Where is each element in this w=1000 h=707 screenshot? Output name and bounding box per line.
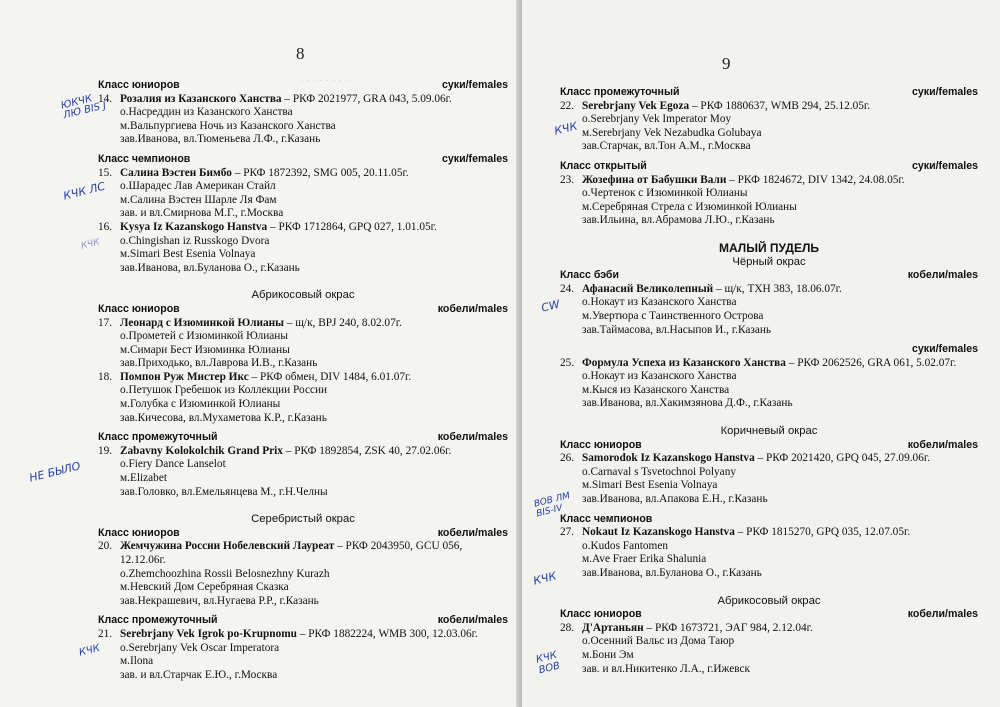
entry-number: 22. — [560, 99, 575, 112]
color-heading: Коричневый окрас — [720, 425, 818, 438]
breeder-owner: зав.Кичесова, вл.Мухаметова К.Р., г.Казань — [120, 411, 327, 424]
dam: м.Голубка с Изюминкой Юлианы — [120, 398, 281, 411]
dam: м.Кыся из Казанского Ханства — [582, 383, 730, 396]
catalog-content — [98, 73, 508, 682]
class-header-row — [560, 269, 978, 283]
breeder-owner: зав.Иванова, вл.Буланова О., г.Казань — [582, 567, 762, 579]
dog-name: Nokaut Iz Kazanskogo Hanstva — [582, 526, 735, 539]
breeder-owner: зав.Ильина, вл.Абрамова Л.Ю., г.Казань — [582, 214, 775, 227]
dog-name: Леонард с Изюминкой Юлианы — [120, 316, 284, 329]
class-header-row — [560, 343, 978, 357]
dam: м.Ilona — [120, 655, 154, 668]
dog-name: Формула Успеха из Казанского Ханства — [582, 356, 786, 369]
color-heading: Абрикосовый окрас — [717, 594, 821, 607]
entry-title-line — [98, 540, 508, 567]
catalog-entry — [560, 357, 978, 411]
catalog-entry — [98, 628, 508, 682]
dam: м.Увертюра с Таинственного Острова — [582, 309, 764, 322]
dog-name: Розалия из Казанского Ханства — [120, 92, 282, 105]
entry-title-line — [560, 357, 978, 371]
handwritten-note: КЧК ЛС — [62, 179, 107, 203]
spacer — [98, 499, 508, 513]
entry-title-line — [98, 371, 508, 385]
sire: о.Chingishan iz Russkogo Dvora — [120, 234, 270, 247]
dog-name: Serebrjany Vek Igrok po-Krupnomu — [120, 627, 297, 640]
breeder-owner: зав. и вл.Смирнова М.Г., г.Москва — [120, 207, 284, 220]
page-number: 9 — [722, 54, 731, 73]
registration-info: – РКФ 1815270, GPQ 035, 12.07.05г. — [734, 526, 911, 539]
catalog-entry — [560, 622, 978, 676]
class-label: Класс чемпионов — [98, 152, 191, 165]
spacer — [560, 411, 978, 425]
entry-title-line — [560, 174, 978, 188]
dog-name: Жемчужина России Нобелевский Лауреат — [120, 540, 335, 553]
sex-label: кобели/males — [437, 526, 508, 539]
handwritten-note: КЧК — [553, 119, 579, 138]
entry-number: 27. — [560, 526, 575, 539]
class-label: Класс чемпионов — [560, 512, 653, 525]
entry-title-line — [560, 526, 978, 540]
sex-label: кобели/males — [437, 431, 508, 444]
dam: м.Serebrjany Vek Nezabudka Golubaya — [582, 126, 762, 139]
dog-name: Салина Вэстен Бимбо — [120, 166, 232, 179]
entry-number: 20. — [98, 540, 113, 553]
entry-number: 17. — [98, 316, 113, 329]
sex-label: кобели/males — [437, 614, 508, 627]
class-header-row — [560, 513, 978, 527]
sire: о.Fiery Dance Lanselot — [120, 458, 226, 471]
breeder-owner: зав.Иванова, вл.Апакова Е.Н., г.Казань — [582, 493, 768, 506]
entry-title-line — [98, 93, 508, 107]
registration-info: – щ/к, BPJ 240, 8.02.07г. — [283, 316, 402, 329]
page-number: 8 — [296, 44, 305, 63]
entry-title-line — [98, 317, 508, 331]
sire: о.Carnaval s Tsvetochnoi Polyany — [582, 465, 736, 478]
class-header-row — [98, 431, 508, 445]
registration-info: – РКФ 2062526, GRA 061, 5.02.07г. — [785, 356, 957, 369]
sire: о.Чертенок с Изюминкой Юлианы — [582, 187, 748, 200]
dam: м.Серебряная Стрела с Изюминкой Юлианы — [582, 200, 797, 213]
breeder-owner: зав.Иванова, вл.Тюменьева Л.Ф., г.Казань — [120, 133, 321, 146]
entry-number: 23. — [560, 173, 575, 186]
sex-label: кобели/males — [907, 608, 978, 621]
sex-label: суки/females — [442, 152, 508, 165]
catalog-entry — [98, 445, 508, 499]
class-label: Класс юниоров — [98, 302, 180, 315]
breeder-owner: зав. и вл.Старчак Е.Ю., г.Москва — [120, 668, 278, 681]
sire: о.Петушок Гребешок из Коллекции России — [120, 384, 328, 397]
catalog-entry — [560, 100, 978, 154]
dam: м.Simari Best Esenia Volnaya — [582, 479, 718, 492]
sire: о.Kudos Fantomen — [582, 539, 668, 552]
handwritten-note: КЧК — [78, 642, 102, 659]
class-header-row — [98, 153, 508, 167]
catalog-entry — [560, 283, 978, 337]
sire: о.Нокаут из Казанского Ханства — [582, 296, 737, 309]
catalog-entry — [98, 371, 508, 425]
sex-label: суки/females — [442, 79, 508, 91]
class-label: Класс юниоров — [98, 79, 180, 91]
breeder-owner: зав.Головко, вл.Емельянцева М., г.Н.Челны — [120, 485, 328, 498]
class-header-row — [98, 527, 508, 541]
entry-number: 15. — [98, 166, 113, 179]
sire: о.Нокаут из Казанского Ханства — [582, 370, 737, 383]
dam: м.Невский Дом Серебряная Сказка — [120, 581, 289, 594]
breeder-owner: зав. и вл.Никитенко Л.А., г.Ижевск — [582, 662, 750, 675]
class-label: Класс открытый — [560, 159, 647, 172]
class-label: Класс юниоров — [560, 438, 642, 451]
sex-label: суки/females — [912, 343, 978, 356]
entry-number: 24. — [560, 282, 575, 295]
breeder-owner: зав.Таймасова, вл.Насыпов И., г.Казань — [582, 323, 772, 336]
right-page — [522, 0, 1000, 707]
registration-info: – РКФ 2021420, GPQ 045, 27.09.06г. — [754, 452, 931, 465]
catalog-entry — [560, 452, 978, 506]
dam: м.Симари Бест Изюминка Юлианы — [120, 343, 290, 356]
entry-title-line — [560, 452, 978, 466]
entry-number: 25. — [560, 356, 575, 369]
class-label: Класс бэби — [560, 269, 619, 282]
sire: о.Шарадес Лав Американ Стайл — [120, 180, 276, 193]
class-label: Класс промежуточный — [560, 86, 680, 98]
catalog-entry — [98, 540, 508, 608]
handwritten-note: КЧК — [532, 569, 558, 588]
handwritten-note: ЮКЧК ЛЮ BIS J — [59, 93, 108, 122]
sex-label: кобели/males — [907, 269, 978, 282]
color-heading: Серебристый окрас — [251, 513, 355, 526]
handwritten-note: КЧК ВОВ — [535, 649, 562, 677]
class-label: Класс юниоров — [98, 526, 180, 539]
entry-number: 14. — [98, 92, 113, 105]
catalog-entry — [98, 93, 508, 147]
dog-name: Kysya Iz Kazanskogo Hanstva — [120, 220, 268, 233]
spacer — [98, 275, 508, 289]
entry-number: 28. — [560, 621, 575, 634]
catalog-entry — [98, 221, 508, 275]
catalog-entry — [560, 174, 978, 228]
entry-title-line — [560, 283, 978, 297]
sex-label: суки/females — [912, 86, 978, 98]
breeder-owner: зав.Некрашевич, вл.Нугаева Р.Р., г.Казань — [120, 594, 319, 607]
spacer — [560, 581, 978, 595]
dam: м.Вальпургиева Ночь из Казанского Ханства — [120, 119, 336, 132]
entry-number: 18. — [98, 370, 113, 383]
registration-info: – РКФ обмен, DIV 1484, 6.01.07г. — [248, 370, 412, 383]
dam: м.Ave Fraer Erika Shalunia — [582, 553, 707, 566]
registration-info: – РКФ 1872392, SMG 005, 20.11.05г. — [231, 166, 409, 179]
entry-title-line — [98, 628, 508, 642]
catalog-content — [560, 80, 978, 676]
entry-number: 21. — [98, 627, 113, 640]
registration-info: – РКФ 2021977, GRA 043, 5.09.06г. — [281, 92, 452, 105]
dog-name: Афанасий Великолепный — [582, 282, 714, 295]
breeder-owner: зав.Иванова, вл.Хакимзянова Д.Ф., г.Казань — [582, 397, 793, 410]
dam: м.Бони Эм — [582, 648, 634, 661]
color-heading: Чёрный окрас — [732, 255, 806, 268]
dog-name: Жозефина от Бабушки Вали — [582, 173, 727, 186]
registration-info: – щ/к, ТХН 383, 18.06.07г. — [713, 282, 842, 295]
dam: м.Салина Вэстен Шарле Ля Фам — [120, 193, 277, 206]
registration-info: – РКФ 1824672, DIV 1342, 24.08.05г. — [726, 173, 905, 186]
class-header-row — [560, 160, 978, 174]
handwritten-note: КЧК — [80, 237, 101, 252]
sire: о.Serebrjany Vek Oscar Imperatora — [120, 641, 280, 654]
registration-info: – РКФ 1673721, ЭАГ 984, 2.12.04г. — [643, 621, 813, 634]
color-heading: Абрикосовый окрас — [251, 289, 355, 302]
breeder-owner: зав.Приходько, вл.Лаврова И.В., г.Казань — [120, 357, 318, 370]
class-header-row — [98, 303, 508, 317]
class-header-row — [560, 608, 978, 622]
registration-info: – РКФ 1882224, WMB 300, 12.03.06г. — [296, 627, 478, 640]
sire: о.Осенний Вальс из Дома Таюр — [582, 635, 735, 648]
registration-info: – РКФ 1892854, ZSK 40, 27.02.06г. — [282, 444, 452, 457]
dog-name: Помпон Руж Мистер Икс — [120, 370, 249, 383]
dog-name: Samorodok Iz Kazanskogo Hanstva — [582, 452, 755, 465]
bleed-through-text: · · · · · · · · — [300, 75, 349, 87]
spacer — [560, 228, 978, 242]
class-header-row — [560, 439, 978, 453]
catalog-entry — [560, 526, 978, 580]
sire: о.Прометей с Изюминкой Юлианы — [120, 330, 288, 343]
entry-title-line — [560, 622, 978, 636]
entry-number: 16. — [98, 220, 113, 233]
entry-title-line — [98, 167, 508, 181]
class-label: Класс промежуточный — [98, 614, 218, 627]
entry-title-line — [98, 221, 508, 235]
class-label: Класс промежуточный — [98, 431, 218, 444]
entry-title-line — [560, 100, 978, 114]
dog-name: Serebrjany Vek Egoza — [582, 99, 690, 112]
class-label: Класс юниоров — [560, 608, 642, 621]
class-header-row — [560, 86, 978, 100]
registration-info: – РКФ 2043950, GCU 056, 12.12.06г. — [120, 540, 463, 566]
handwritten-note: ВОВ ЛМ BIS-IV — [533, 491, 572, 520]
sire: о.Насреддин из Казанского Ханства — [120, 106, 293, 119]
handwritten-note: НЕ БЫЛО — [28, 459, 82, 485]
sex-label: кобели/males — [437, 302, 508, 315]
sire: о.Zhemchoozhina Rossii Belosnezhny Kurazh — [120, 567, 330, 580]
breeder-owner: зав.Иванова, вл.Буланова О., г.Казань — [120, 261, 300, 274]
dog-name: Д'Артаньян — [582, 621, 644, 634]
entry-title-line — [98, 445, 508, 459]
dog-name: Zabavny Kolokolchik Grand Prix — [120, 444, 283, 457]
breeder-owner: зав.Старчак, вл.Тон А.М., г.Москва — [582, 140, 751, 153]
dam: м.Simari Best Esenia Volnaya — [120, 248, 256, 261]
sex-label: кобели/males — [907, 438, 978, 451]
sex-label: суки/females — [912, 159, 978, 172]
handwritten-note: СW — [540, 297, 562, 315]
entry-number: 19. — [98, 444, 113, 457]
sire: о.Serebrjany Vek Imperator Moy — [582, 113, 732, 126]
catalog-entry — [98, 167, 508, 221]
registration-info: – РКФ 1712864, GPQ 027, 1.01.05г. — [267, 220, 437, 233]
class-header-row — [98, 614, 508, 628]
breed-heading: МАЛЫЙ ПУДЕЛЬ — [718, 240, 819, 255]
class-header-row — [98, 79, 508, 93]
catalog-entry — [98, 317, 508, 371]
registration-info: – РКФ 1880637, WMB 294, 25.12.05г. — [689, 99, 871, 112]
dam: м.Elizabet — [120, 472, 167, 485]
entry-number: 26. — [560, 452, 575, 465]
